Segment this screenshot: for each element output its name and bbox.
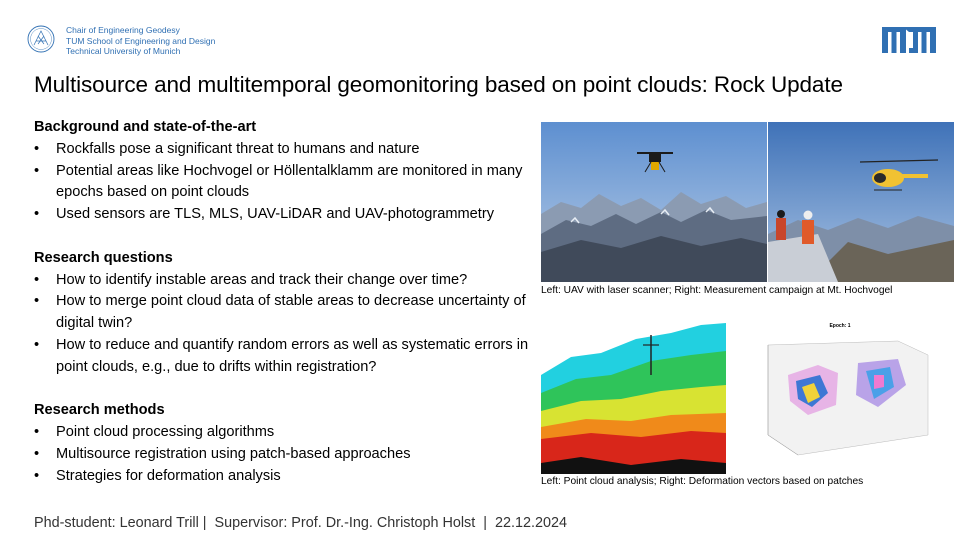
slide-title: Multisource and multitemporal geomonitoring based on point clouds: Rock Update xyxy=(34,72,843,97)
chair-affiliation xyxy=(66,25,215,57)
bullet-item: • Strategies for deformation analysis xyxy=(34,466,544,488)
point-cloud-image xyxy=(541,315,726,474)
footer-supervisor: Supervisor: Prof. Dr.-Ing. Christoph Holst xyxy=(214,515,476,531)
chair-line: TUM School of Engineering and Design xyxy=(66,35,216,46)
bullet-item: • Point cloud processing algorithms xyxy=(34,422,544,444)
figure-caption-top: Left: UAV with laser scanner; Right: Measurement campaign at Mt. Hochvogel xyxy=(541,285,893,296)
bullet-item: • How to merge point cloud data of stable areas to decrease uncertainty of digital twin? xyxy=(34,291,544,335)
deformation-plot-image xyxy=(728,315,953,474)
section-heading: Background and state-of-the-art xyxy=(34,119,257,135)
tum-logo xyxy=(882,27,936,53)
bullet-item: • Potential areas like Hochvogel or Höllentalklamm are monitored in many epochs based on point clouds xyxy=(34,161,544,205)
uav-photo xyxy=(541,122,767,282)
chair-line: Technical University of Munich xyxy=(66,46,181,56)
helicopter-photo xyxy=(768,122,954,282)
slide-footer xyxy=(34,515,571,531)
bullet-list xyxy=(34,270,544,379)
bullet-item: • Used sensors are TLS, MLS, UAV-LiDAR and UAV-photogrammetry xyxy=(34,204,544,226)
plot-title: Epoch: 1 xyxy=(829,323,851,329)
bullet-item: • How to reduce and quantify random errors as well as systematic errors in point clouds, e.g., due to drifts within registration? xyxy=(34,335,544,379)
footer-student: Phd-student: Leonard Trill | xyxy=(34,515,207,531)
footer-separator: | xyxy=(483,515,488,531)
bullet-item: • Rockfalls pose a significant threat to humans and nature xyxy=(34,139,544,161)
bullet-list xyxy=(34,139,544,226)
bullet-list xyxy=(34,422,544,487)
bullet-item: • How to identify instable areas and track their change over time? xyxy=(34,270,544,292)
slide-content xyxy=(34,117,544,509)
bullet-item: • Multisource registration using patch-based approaches xyxy=(34,444,544,466)
section-heading: Research methods xyxy=(34,402,165,419)
figure-caption-bottom: Left: Point cloud analysis; Right: Deformation vectors based on patches xyxy=(541,476,864,487)
footer-date: 22.12.2024 xyxy=(495,515,568,531)
chair-line: Chair of Engineering Geodesy xyxy=(66,25,180,35)
section-heading: Research questions xyxy=(34,249,173,266)
university-seal-icon xyxy=(27,25,55,53)
